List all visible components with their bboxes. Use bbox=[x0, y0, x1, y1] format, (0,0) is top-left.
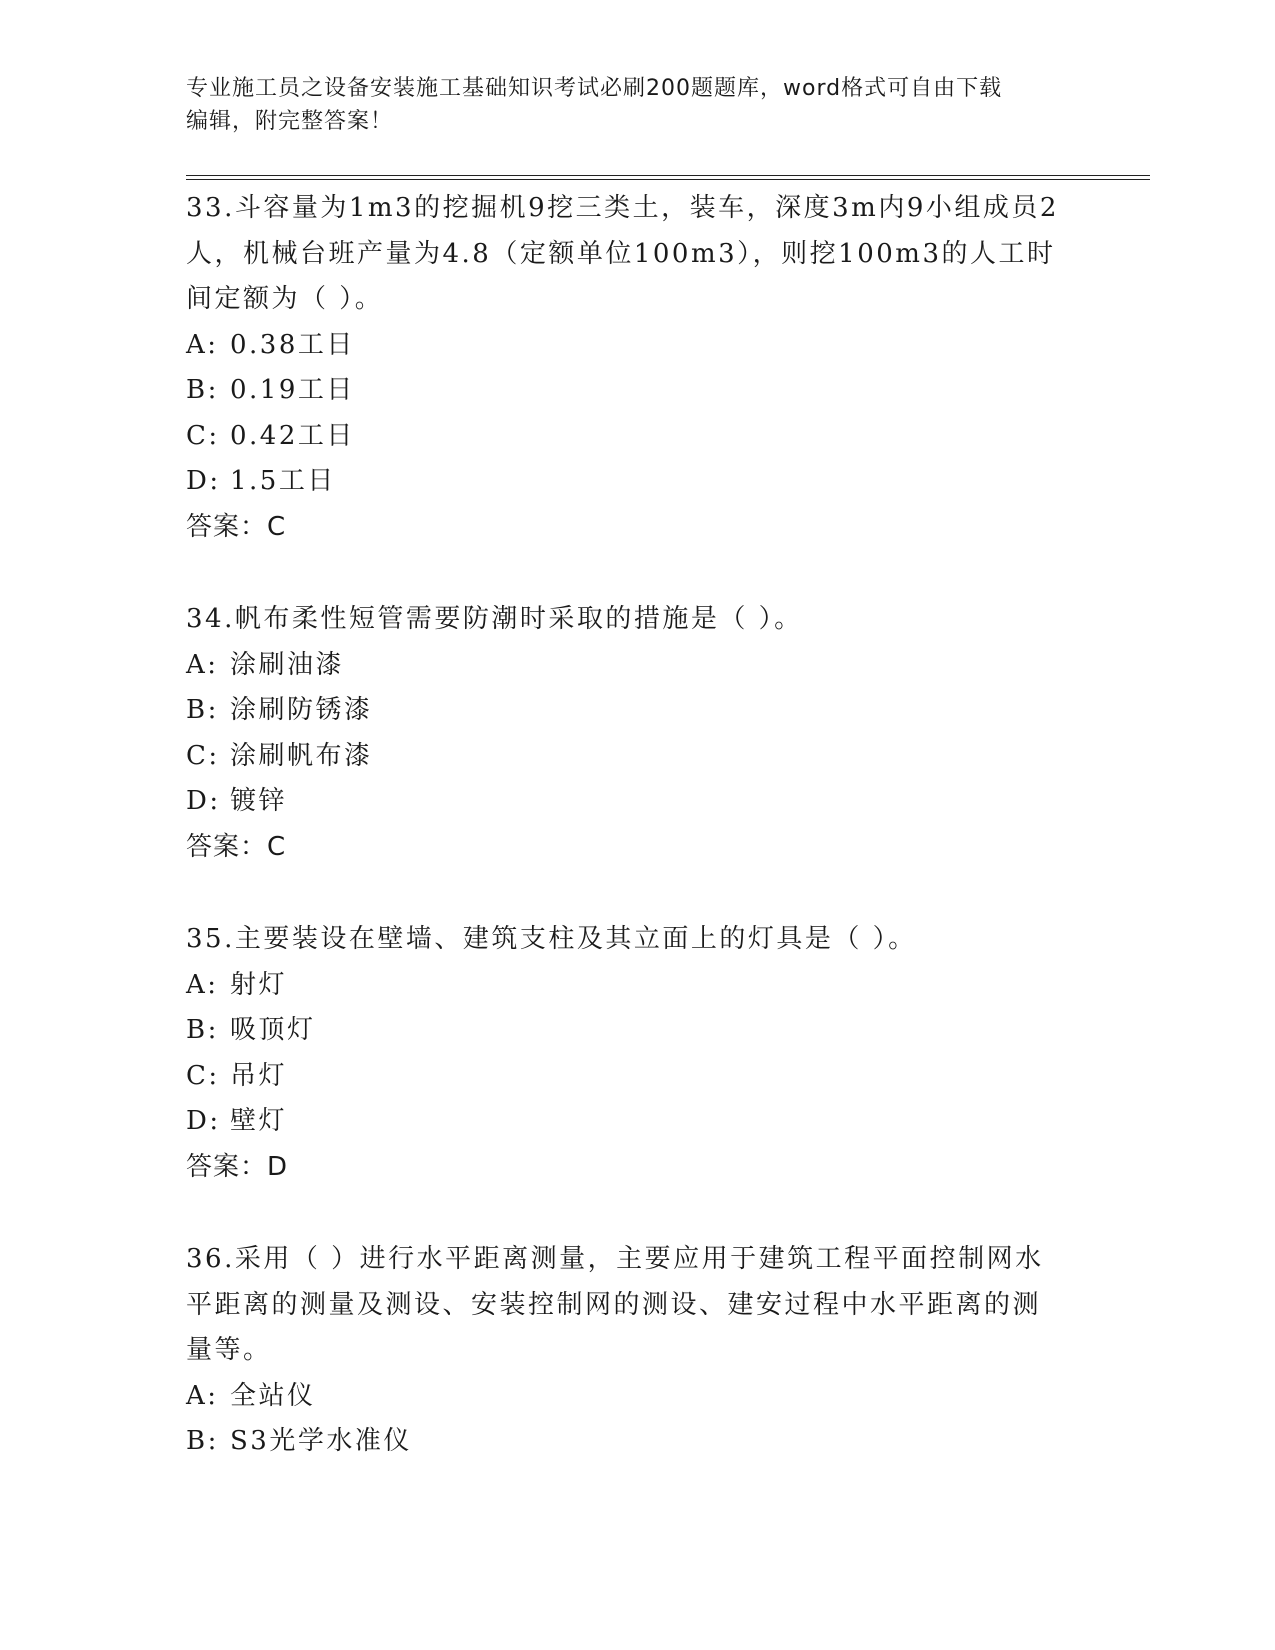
option-a bbox=[186, 1374, 1066, 1420]
answer-label: 答案： bbox=[186, 831, 268, 862]
answer-line bbox=[186, 505, 1066, 551]
question-33 bbox=[186, 186, 1066, 550]
header-line-1: 专业施工员之设备安装施工基础知识考试必刷200题题库，word格式可自由下载 bbox=[186, 76, 1003, 101]
option-c bbox=[186, 1054, 1066, 1100]
option-letter: A: bbox=[186, 329, 219, 360]
option-text: 射灯 bbox=[230, 969, 288, 1000]
option-a bbox=[186, 323, 1066, 369]
option-d bbox=[186, 779, 1066, 825]
question-35 bbox=[186, 917, 1066, 1190]
header-line-2: 编辑，附完整答案！ bbox=[186, 109, 394, 134]
option-text: 壁灯 bbox=[230, 1106, 288, 1136]
answer-value: D bbox=[267, 1151, 289, 1182]
option-text: 涂刷防锈漆 bbox=[230, 695, 373, 725]
option-letter: D: bbox=[186, 1106, 221, 1136]
option-letter: A: bbox=[186, 1380, 219, 1411]
answer-value: C bbox=[267, 511, 287, 542]
option-d bbox=[186, 459, 1066, 505]
option-text: 吊灯 bbox=[230, 1060, 288, 1091]
option-text: 镀锌 bbox=[230, 786, 288, 816]
option-b bbox=[186, 688, 1066, 734]
option-letter: D: bbox=[186, 786, 221, 816]
question-text: 34.帆布柔性短管需要防潮时采取的措施是（ ）。 bbox=[186, 604, 803, 634]
option-text: 吸顶灯 bbox=[230, 1015, 316, 1045]
question-text: 35.主要装设在壁墙、建筑支柱及其立面上的灯具是（ ）。 bbox=[186, 924, 917, 954]
option-c bbox=[186, 734, 1066, 780]
option-d bbox=[186, 1099, 1066, 1145]
option-letter: A: bbox=[186, 649, 219, 680]
question-text: 33.斗容量为1m3的挖掘机9挖三类土，装车，深度3m内9小组成员2人，机械台班产量为4.8（定额单位100m3），则挖100m3的人工时间定额为（ ）。 bbox=[186, 193, 1059, 314]
option-c bbox=[186, 414, 1066, 460]
option-letter: C: bbox=[186, 1060, 220, 1091]
document-header bbox=[186, 72, 1066, 138]
option-letter: A: bbox=[186, 969, 219, 1000]
option-text: S3光学水准仪 bbox=[230, 1426, 412, 1456]
question-36 bbox=[186, 1237, 1066, 1465]
question-text: 36.采用（ ）进行水平距离测量，主要应用于建筑工程平面控制网水平距离的测量及测设、安装控制网的测设、建安过程中水平距离的测量等。 bbox=[186, 1244, 1044, 1365]
option-letter: D: bbox=[186, 466, 221, 496]
question-list bbox=[186, 186, 1066, 1512]
option-letter: B: bbox=[186, 375, 219, 405]
option-a bbox=[186, 643, 1066, 689]
option-letter: B: bbox=[186, 1426, 219, 1456]
answer-line bbox=[186, 1145, 1066, 1191]
option-a bbox=[186, 963, 1066, 1009]
option-b bbox=[186, 1008, 1066, 1054]
option-text: 涂刷帆布漆 bbox=[230, 740, 373, 771]
option-letter: B: bbox=[186, 1015, 219, 1045]
option-letter: C: bbox=[186, 740, 220, 771]
option-text: 0.38工日 bbox=[230, 329, 355, 360]
option-b bbox=[186, 1419, 1066, 1465]
option-text: 涂刷油漆 bbox=[230, 649, 345, 680]
answer-label: 答案： bbox=[186, 511, 268, 542]
header-divider bbox=[186, 175, 1150, 180]
answer-label: 答案： bbox=[186, 1151, 268, 1182]
option-b bbox=[186, 368, 1066, 414]
option-text: 1.5工日 bbox=[230, 466, 336, 496]
option-text: 全站仪 bbox=[230, 1380, 316, 1411]
option-text: 0.42工日 bbox=[230, 420, 355, 451]
option-letter: C: bbox=[186, 420, 220, 451]
question-34 bbox=[186, 597, 1066, 870]
option-letter: B: bbox=[186, 695, 219, 725]
answer-value: C bbox=[267, 831, 287, 862]
option-text: 0.19工日 bbox=[230, 375, 355, 405]
answer-line bbox=[186, 825, 1066, 871]
